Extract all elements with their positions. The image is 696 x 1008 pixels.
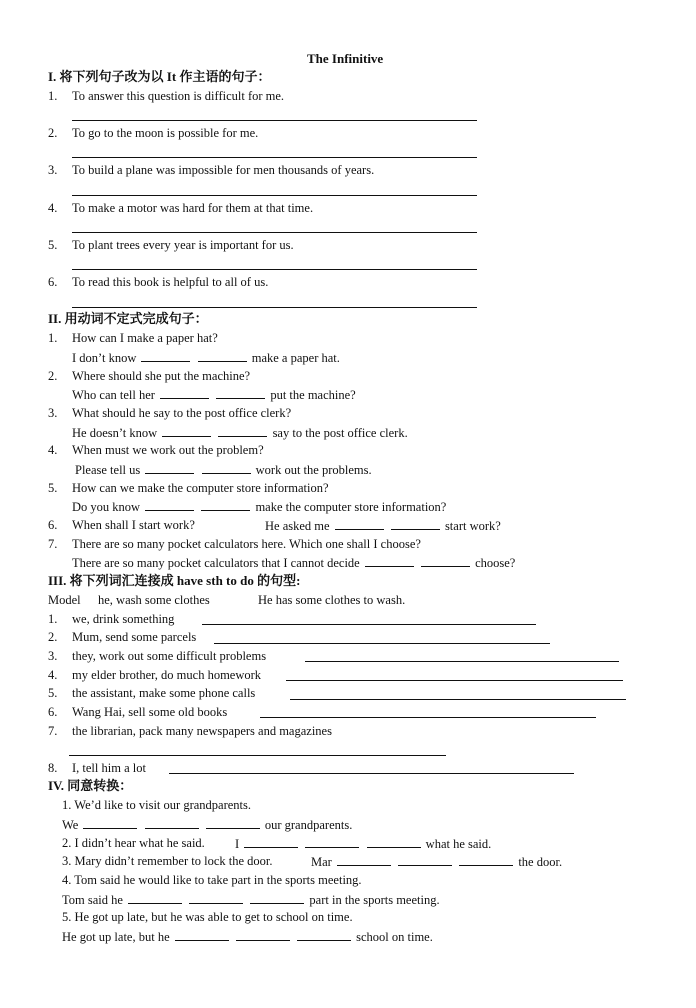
s2-item-3-answer: He doesn’t know say to the post office clerk. (72, 426, 408, 440)
s3-answer-line-4[interactable] (286, 680, 623, 681)
s2-item-1-answer: I don’t know make a paper hat. (72, 351, 340, 365)
blank[interactable] (337, 853, 391, 866)
s2-item-5-question: 5. How can we make the computer store information? (48, 481, 329, 495)
s1-item-1: 1. To answer this question is difficult for me. (48, 89, 285, 103)
s3-answer-line-7[interactable] (69, 755, 446, 756)
blank[interactable] (398, 853, 452, 866)
blank[interactable] (202, 461, 251, 474)
blank[interactable] (189, 891, 243, 904)
blank[interactable] (365, 554, 414, 567)
s2-item-2-answer: Who can tell her put the machine? (72, 388, 356, 402)
section-1-heading: I. 将下列句子改为以 It 作主语的句子： (48, 69, 271, 84)
section-2-heading: II. 用动词不定式完成句子： (48, 311, 208, 326)
s4-item-5-question: 5. He got up late, but he was able to get to school on time. (62, 910, 353, 924)
s4-item-1-question: 1. We’d like to visit our grandparents. (62, 798, 252, 812)
s4-item-4-question: 4. Tom said he would like to take part in the sports meeting. (62, 873, 362, 887)
s1-answer-line-3[interactable] (72, 195, 477, 196)
s1-item-6: 6. To read this book is helpful to all of us. (48, 275, 269, 289)
section-3-heading: III. 将下列词汇连接成 have sth to do 的句型: (48, 573, 301, 588)
s3-item-7: 7. the librarian, pack many newspapers and magazines (48, 724, 332, 738)
s3-answer-line-3[interactable] (305, 661, 619, 662)
s2-item-6: 6. When shall I start work? He asked me start work? (48, 518, 501, 533)
s3-item-3: 3. they, work out some difficult problems (48, 649, 267, 663)
s2-item-4-question: 4. When must we work out the problem? (48, 443, 264, 457)
s3-item-6: 6. Wang Hai, sell some old books (48, 705, 228, 719)
s1-item-2: 2. To go to the moon is possible for me. (48, 126, 259, 140)
s1-item-4: 4. To make a motor was hard for them at that time. (48, 201, 314, 215)
s4-item-2: 2. I didn’t hear what he said. I what he said. (62, 836, 492, 851)
s3-item-1: 1. we, drink something (48, 612, 175, 626)
s1-answer-line-4[interactable] (72, 232, 477, 233)
s3-item-2: 2. Mum, send some parcels (48, 630, 197, 644)
blank[interactable] (218, 424, 267, 437)
s4-item-3: 3. Mary didn’t remember to lock the door. Mar the door. (62, 854, 563, 869)
blank[interactable] (198, 349, 247, 362)
s1-answer-line-5[interactable] (72, 269, 477, 270)
blank[interactable] (175, 928, 229, 941)
blank[interactable] (201, 498, 250, 511)
blank[interactable] (305, 835, 359, 848)
s1-item-3: 3. To build a plane was impossible for men thousands of years. (48, 163, 375, 177)
s2-item-2-question: 2. Where should she put the machine? (48, 369, 251, 383)
s3-answer-line-6[interactable] (260, 717, 596, 718)
blank[interactable] (367, 835, 421, 848)
blank[interactable] (83, 816, 137, 829)
s2-item-3-question: 3. What should he say to the post office clerk? (48, 406, 292, 420)
blank[interactable] (206, 816, 260, 829)
s1-item-5: 5. To plant trees every year is important for us. (48, 238, 294, 252)
s3-answer-line-1[interactable] (202, 624, 536, 625)
blank[interactable] (421, 554, 470, 567)
s3-answer-line-8[interactable] (169, 773, 574, 774)
blank[interactable] (145, 461, 194, 474)
s4-item-1-answer: We our grandparents. (62, 818, 353, 832)
blank[interactable] (391, 517, 440, 530)
blank[interactable] (459, 853, 513, 866)
blank[interactable] (145, 498, 194, 511)
s2-item-4-answer: Please tell us work out the problems. (75, 463, 372, 477)
blank[interactable] (128, 891, 182, 904)
s2-item-7-answer: There are so many pocket calculators that I cannot decide choose? (72, 556, 516, 570)
s3-model: Model he, wash some clothes He has some clothes to wash. (48, 593, 406, 607)
blank[interactable] (335, 517, 384, 530)
blank[interactable] (236, 928, 290, 941)
blank[interactable] (216, 386, 265, 399)
page-title: The Infinitive (307, 51, 384, 66)
blank[interactable] (297, 928, 351, 941)
s1-answer-line-2[interactable] (72, 157, 477, 158)
s1-answer-line-6[interactable] (72, 307, 477, 308)
s3-item-4: 4. my elder brother, do much homework (48, 668, 262, 682)
blank[interactable] (250, 891, 304, 904)
blank[interactable] (244, 835, 298, 848)
blank[interactable] (141, 349, 190, 362)
s2-item-7-question: 7. There are so many pocket calculators here. Which one shall I choose? (48, 537, 421, 551)
s3-answer-line-5[interactable] (290, 699, 626, 700)
blank[interactable] (145, 816, 199, 829)
s3-item-8: 8. I, tell him a lot (48, 761, 146, 775)
s2-item-5-answer: Do you know make the computer store information? (72, 500, 447, 514)
s4-item-4-answer: Tom said he part in the sports meeting. (62, 893, 440, 907)
s3-answer-line-2[interactable] (214, 643, 550, 644)
s2-item-1-question: 1. How can I make a paper hat? (48, 331, 218, 345)
section-4-heading: IV. 同意转换： (48, 778, 133, 793)
s1-answer-line-1[interactable] (72, 120, 477, 121)
s3-item-5: 5. the assistant, make some phone calls (48, 686, 256, 700)
s4-item-5-answer: He got up late, but he school on time. (62, 930, 433, 944)
blank[interactable] (162, 424, 211, 437)
blank[interactable] (160, 386, 209, 399)
